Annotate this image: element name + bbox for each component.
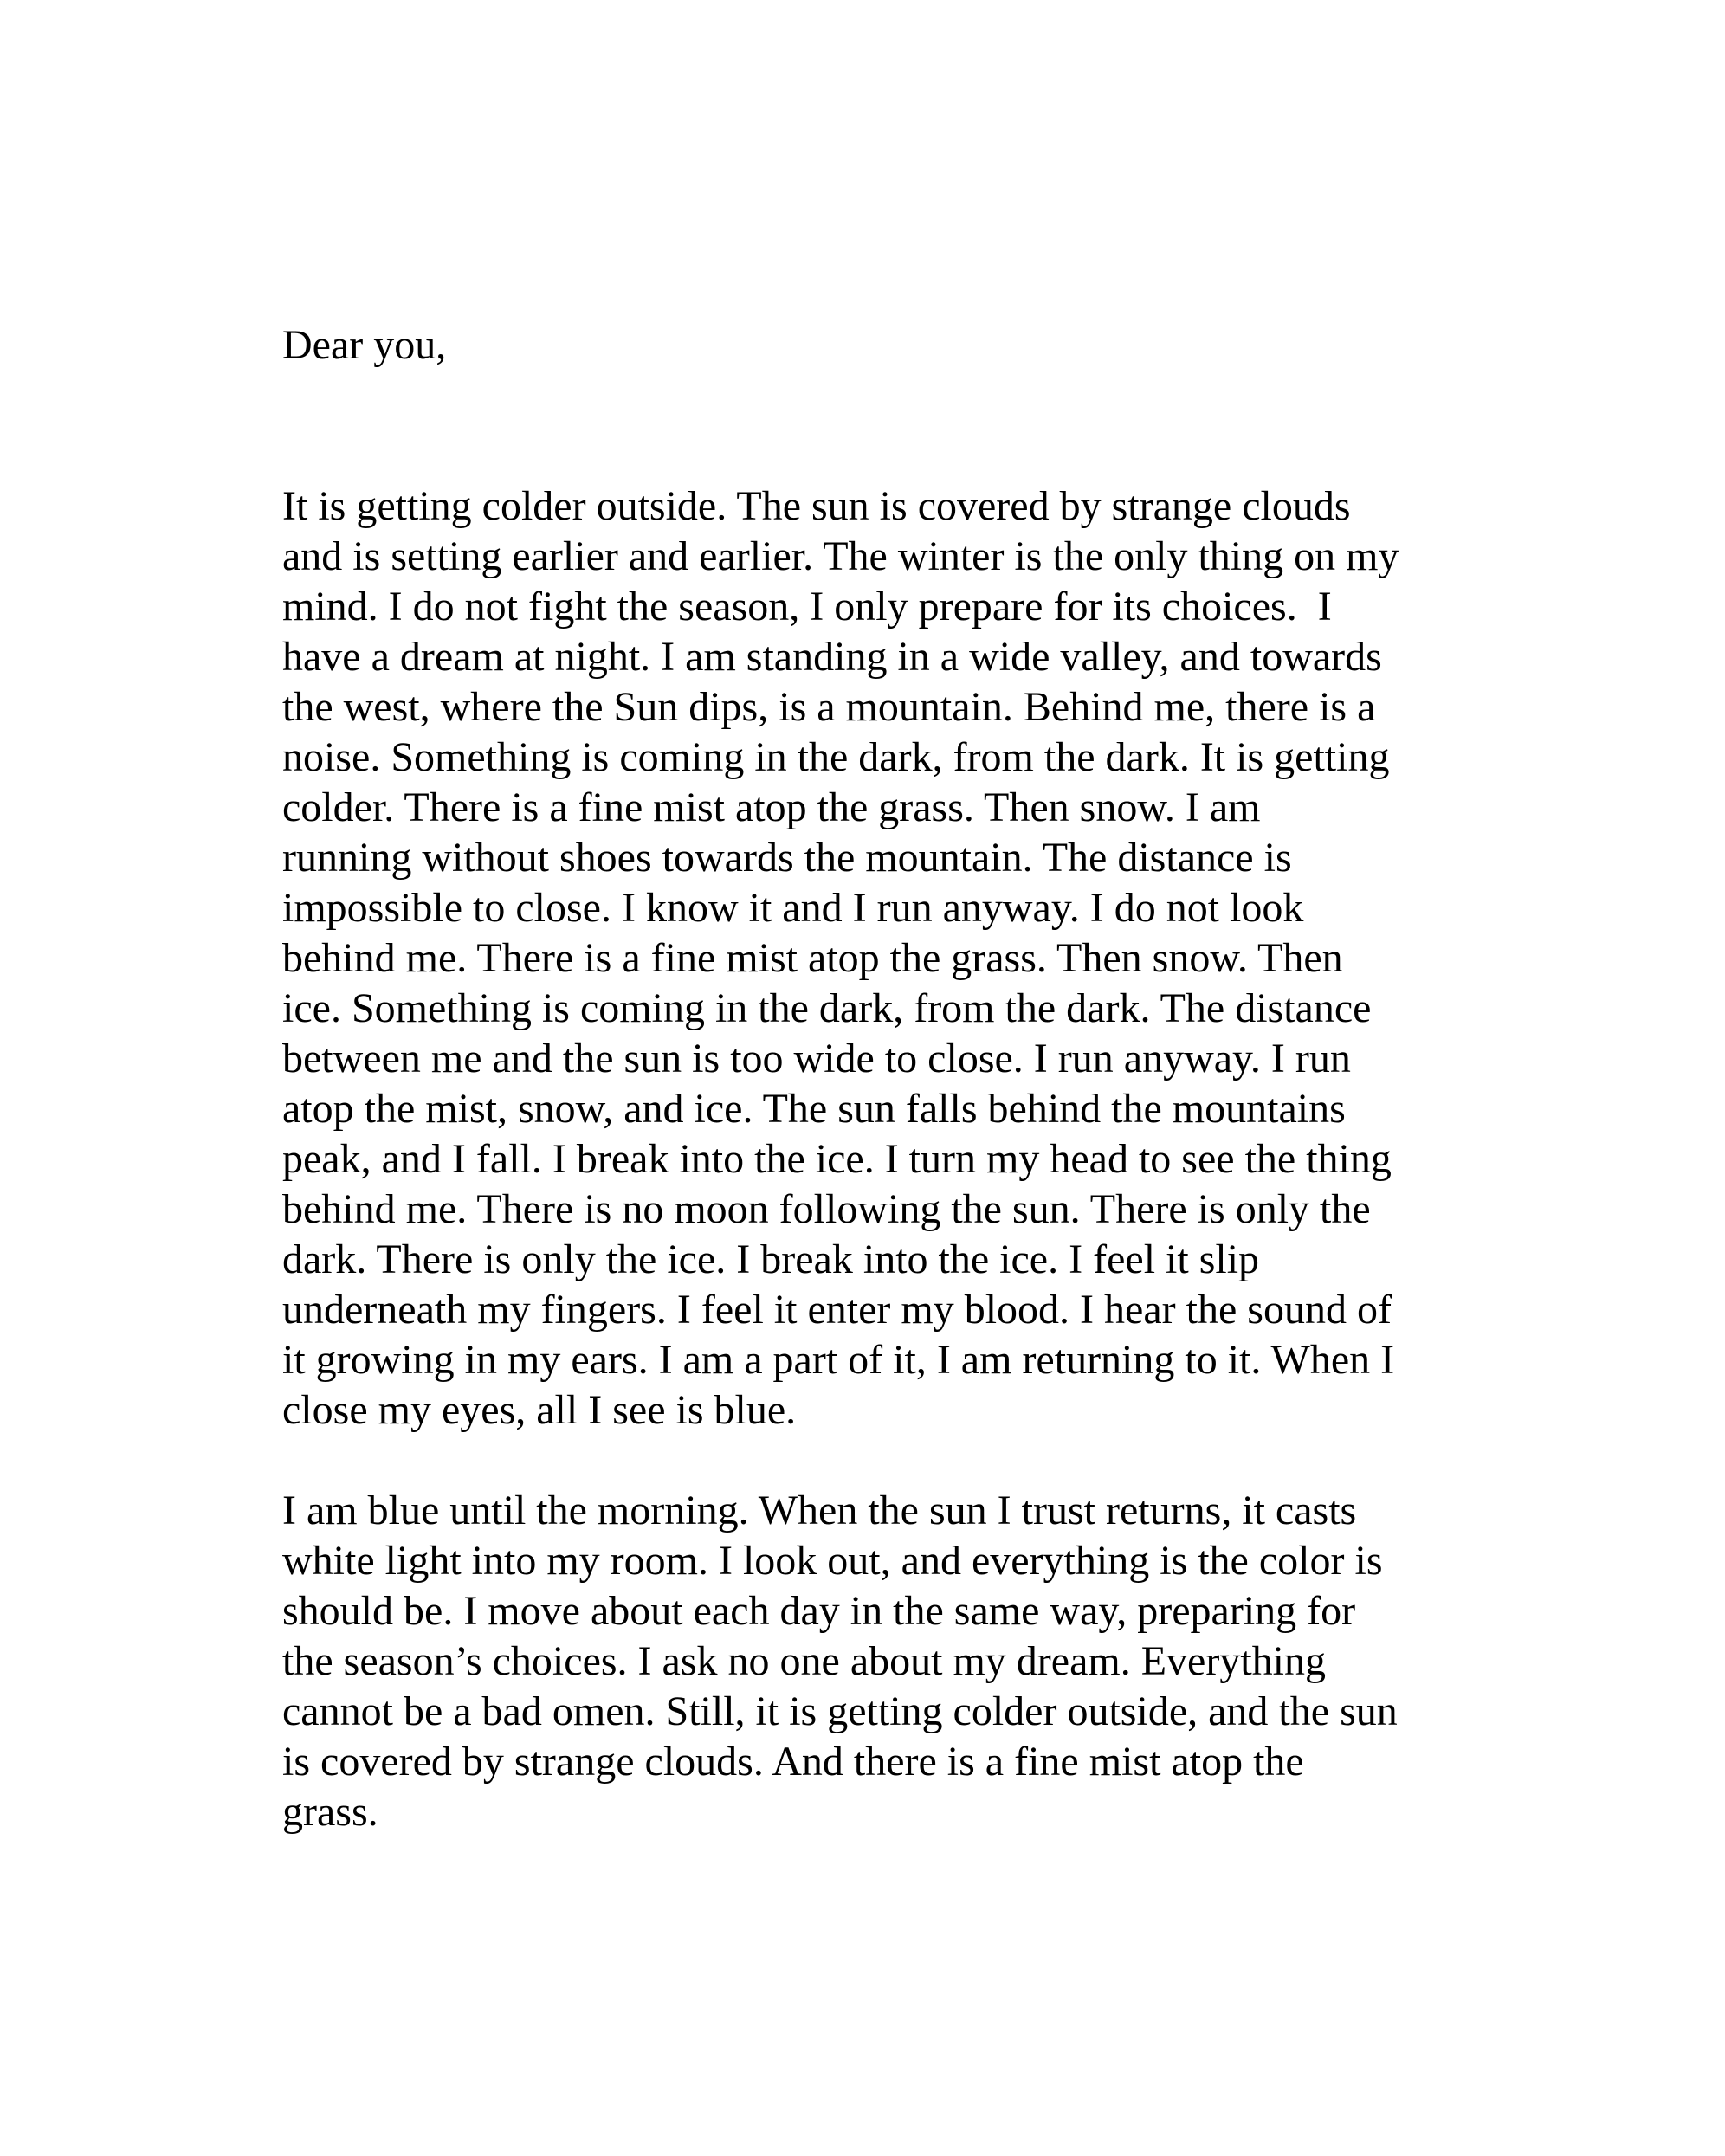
text-line: mind. I do not fight the season, I only prepare for its choices. I [282,584,1332,629]
text-line: atop the mist, snow, and ice. The sun falls behind the mountains [282,1086,1346,1132]
text-line: is covered by strange clouds. And there is a fine mist atop the [282,1739,1304,1785]
text-line: the season’s choices. I ask no one about my dream. Everything [282,1638,1327,1684]
text-line: the west, where the Sun dips, is a mountain. Behind me, there is a [282,684,1376,730]
text-line: I am blue until the morning. When the sun I trust returns, it casts [282,1488,1357,1533]
text-line: dark. There is only the ice. I break into the ice. I feel it slip [282,1236,1260,1282]
text-line: behind me. There is no moon following the sun. There is only the [282,1186,1371,1232]
text-line: colder. There is a fine mist atop the grass. Then snow. I am [282,784,1261,830]
text-line: It is getting colder outside. The sun is covered by strange clouds [282,483,1351,529]
text-line: impossible to close. I know it and I run anyway. I do not look [282,885,1304,931]
text-line: close my eyes, all I see is blue. [282,1387,797,1433]
text-line: grass. [282,1789,378,1835]
text-line: between me and the sun is too wide to close. I run anyway. I run [282,1036,1351,1081]
salutation: Dear you, [282,322,447,368]
text-line: ice. Something is coming in the dark, from the dark. The distance [282,985,1372,1031]
paragraph-1 [282,481,1495,1436]
text-line: running without shoes towards the mountain. The distance is [282,835,1292,881]
paragraph-2 [282,1486,1495,1837]
text-line: behind me. There is a fine mist atop the grass. Then snow. Then [282,935,1343,981]
text-line: peak, and I fall. I break into the ice. I turn my head to see the thing [282,1136,1392,1182]
text-line: and is setting earlier and earlier. The winter is the only thing on my [282,533,1399,579]
text-line: white light into my room. I look out, and everything is the color is [282,1538,1383,1584]
text-line: noise. Something is coming in the dark, from the dark. It is getting [282,734,1390,780]
text-line: it growing in my ears. I am a part of it, I am returning to it. When I [282,1337,1395,1383]
text-line: cannot be a bad omen. Still, it is getting colder outside, and the sun [282,1688,1398,1734]
text-line: should be. I move about each day in the same way, preparing for [282,1588,1356,1634]
text-line: underneath my fingers. I feel it enter my blood. I hear the sound of [282,1287,1392,1333]
text-line: have a dream at night. I am standing in a wide valley, and towards [282,634,1382,680]
